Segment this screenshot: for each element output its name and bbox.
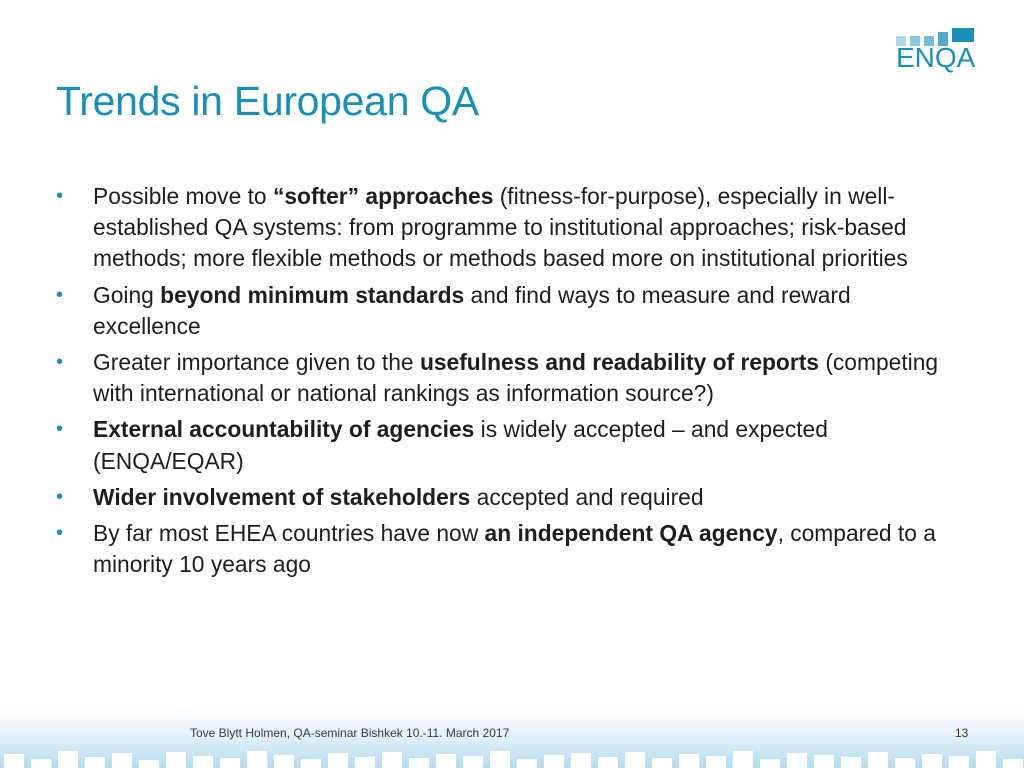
footer-tile [949, 756, 969, 768]
footer-tile [625, 752, 645, 768]
bullet-dot-icon: • [56, 522, 64, 545]
bullet-emphasis: Wider involvement of stakeholders [93, 483, 471, 510]
footer-tile [895, 758, 915, 768]
footer-tile [328, 753, 348, 768]
bullet-text: and find ways to measure and reward excellence [93, 281, 851, 339]
bullet-text: , compared to a minority 10 years ago [93, 520, 936, 578]
footer-tile-pattern [0, 748, 1024, 768]
bullet-dot-icon: • [56, 185, 64, 207]
bullet-emphasis: External accountability of agencies [93, 416, 475, 443]
footer-tile [706, 756, 726, 768]
bullet-emphasis: “softer” approaches [272, 183, 494, 209]
footer-tile [139, 760, 159, 768]
slide-title: Trends in European QA [56, 78, 479, 124]
footer-tile [85, 757, 105, 768]
footer-tile [868, 752, 888, 768]
footer-tile [31, 759, 51, 768]
bullet-text: is widely accepted – and expected (ENQA/EQAR) [93, 416, 828, 474]
enqa-logo [896, 28, 976, 74]
footer-tile [247, 751, 267, 768]
bullet-emphasis: an independent QA agency [484, 520, 778, 547]
bullet-item [56, 347, 956, 409]
bullet-dot-icon: • [56, 351, 64, 374]
footer-tile [490, 751, 510, 768]
logo-text: ENQA [896, 42, 976, 73]
footer-tile [193, 756, 213, 768]
bullet-dot-icon: • [56, 283, 64, 306]
footer-tile [436, 754, 456, 768]
footer-tile [814, 755, 834, 768]
footer-tile [733, 751, 753, 768]
bullet-dot-icon: • [56, 485, 64, 508]
page-number: 13 [955, 726, 969, 740]
footer-tile [571, 753, 591, 768]
footer-tile [544, 755, 564, 768]
bullet-text: Greater importance given to the [93, 349, 420, 376]
footer-tile [301, 759, 321, 768]
footer-tile [976, 751, 996, 768]
footer-tile [787, 753, 807, 768]
footer-text: Tove Blytt Holmen, QA-seminar Bishkek 10.-11. March 2017 [190, 726, 510, 740]
footer-tile [679, 754, 699, 768]
bullet-dot-icon: • [56, 418, 64, 441]
footer-tile [4, 754, 24, 768]
bullet-emphasis: usefulness and readability of reports [419, 349, 819, 376]
footer-tile [112, 753, 132, 768]
footer-tile [409, 758, 429, 768]
bullet-item [56, 518, 956, 580]
bullet-item [56, 181, 956, 275]
footer-tile [760, 759, 780, 768]
footer-tile [463, 756, 483, 768]
footer-tile [841, 757, 861, 768]
bullet-item [56, 414, 956, 476]
bullet-list [56, 181, 956, 585]
footer-tile [517, 759, 537, 768]
bullet-emphasis: beyond minimum standards [160, 281, 465, 308]
bullet-item [56, 482, 956, 513]
footer-tile [220, 758, 240, 768]
bullet-text: (competing with international or national rankings as information source?) [93, 349, 939, 407]
bullet-text: By far most EHEA countries have now [93, 520, 485, 547]
footer-tile [1003, 759, 1023, 768]
footer-tile [355, 757, 375, 768]
bullet-item [56, 280, 956, 342]
bullet-text: Possible move to [93, 183, 273, 209]
footer-tile [652, 758, 672, 768]
bullet-text: (fitness-for-purpose), especially in well-established QA systems: from programme to institutional approaches; risk-based methods; more flexible methods or methods based more on institutional priorities [93, 183, 908, 272]
footer-tile [166, 752, 186, 768]
footer-tile [382, 752, 402, 768]
bullet-text: Going [93, 281, 161, 308]
footer-tile [274, 755, 294, 768]
bullet-text: accepted and required [470, 483, 704, 510]
footer-tile [922, 754, 942, 768]
footer-tile [58, 751, 78, 768]
footer-tile [598, 757, 618, 768]
